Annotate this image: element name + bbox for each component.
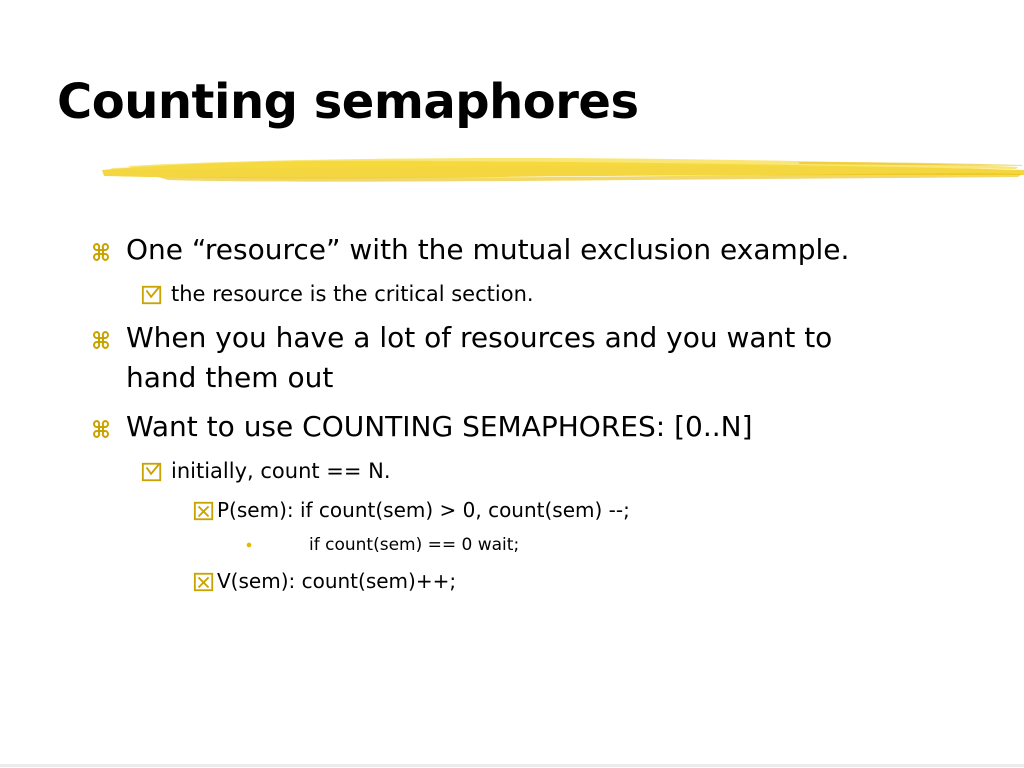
checkbox-x-icon (193, 571, 215, 597)
bullet-text-level-2: the resource is the critical section. (171, 282, 534, 306)
bullet-text-level-3: V(sem): count(sem)++; (217, 569, 457, 593)
title-highlight-stroke (98, 148, 1024, 190)
bullet-text-level-2: initially, count == N. (171, 459, 391, 483)
command-key-icon (89, 240, 113, 268)
bullet-text-level-4: if count(sem) == 0 wait; (309, 535, 520, 555)
checkbox-check-icon (141, 284, 163, 310)
checkbox-check-icon (141, 461, 163, 487)
checkbox-x-icon (193, 500, 215, 526)
command-key-icon (89, 417, 113, 445)
footer-rule (0, 764, 1024, 767)
dot-bullet-icon (241, 537, 257, 557)
bullet-text-level-1: One “resource” with the mutual exclusion example. (126, 233, 850, 266)
command-key-icon (89, 328, 113, 356)
bullet-text-level-3: P(sem): if count(sem) > 0, count(sem) --; (217, 498, 630, 522)
slide-title: Counting semaphores (57, 74, 639, 130)
bullet-text-level-1: Want to use COUNTING SEMAPHORES: [0..N] (126, 410, 753, 443)
bullet-text-level-1: hand them out (126, 361, 334, 394)
bullet-text-level-1: When you have a lot of resources and you want to (126, 321, 833, 354)
